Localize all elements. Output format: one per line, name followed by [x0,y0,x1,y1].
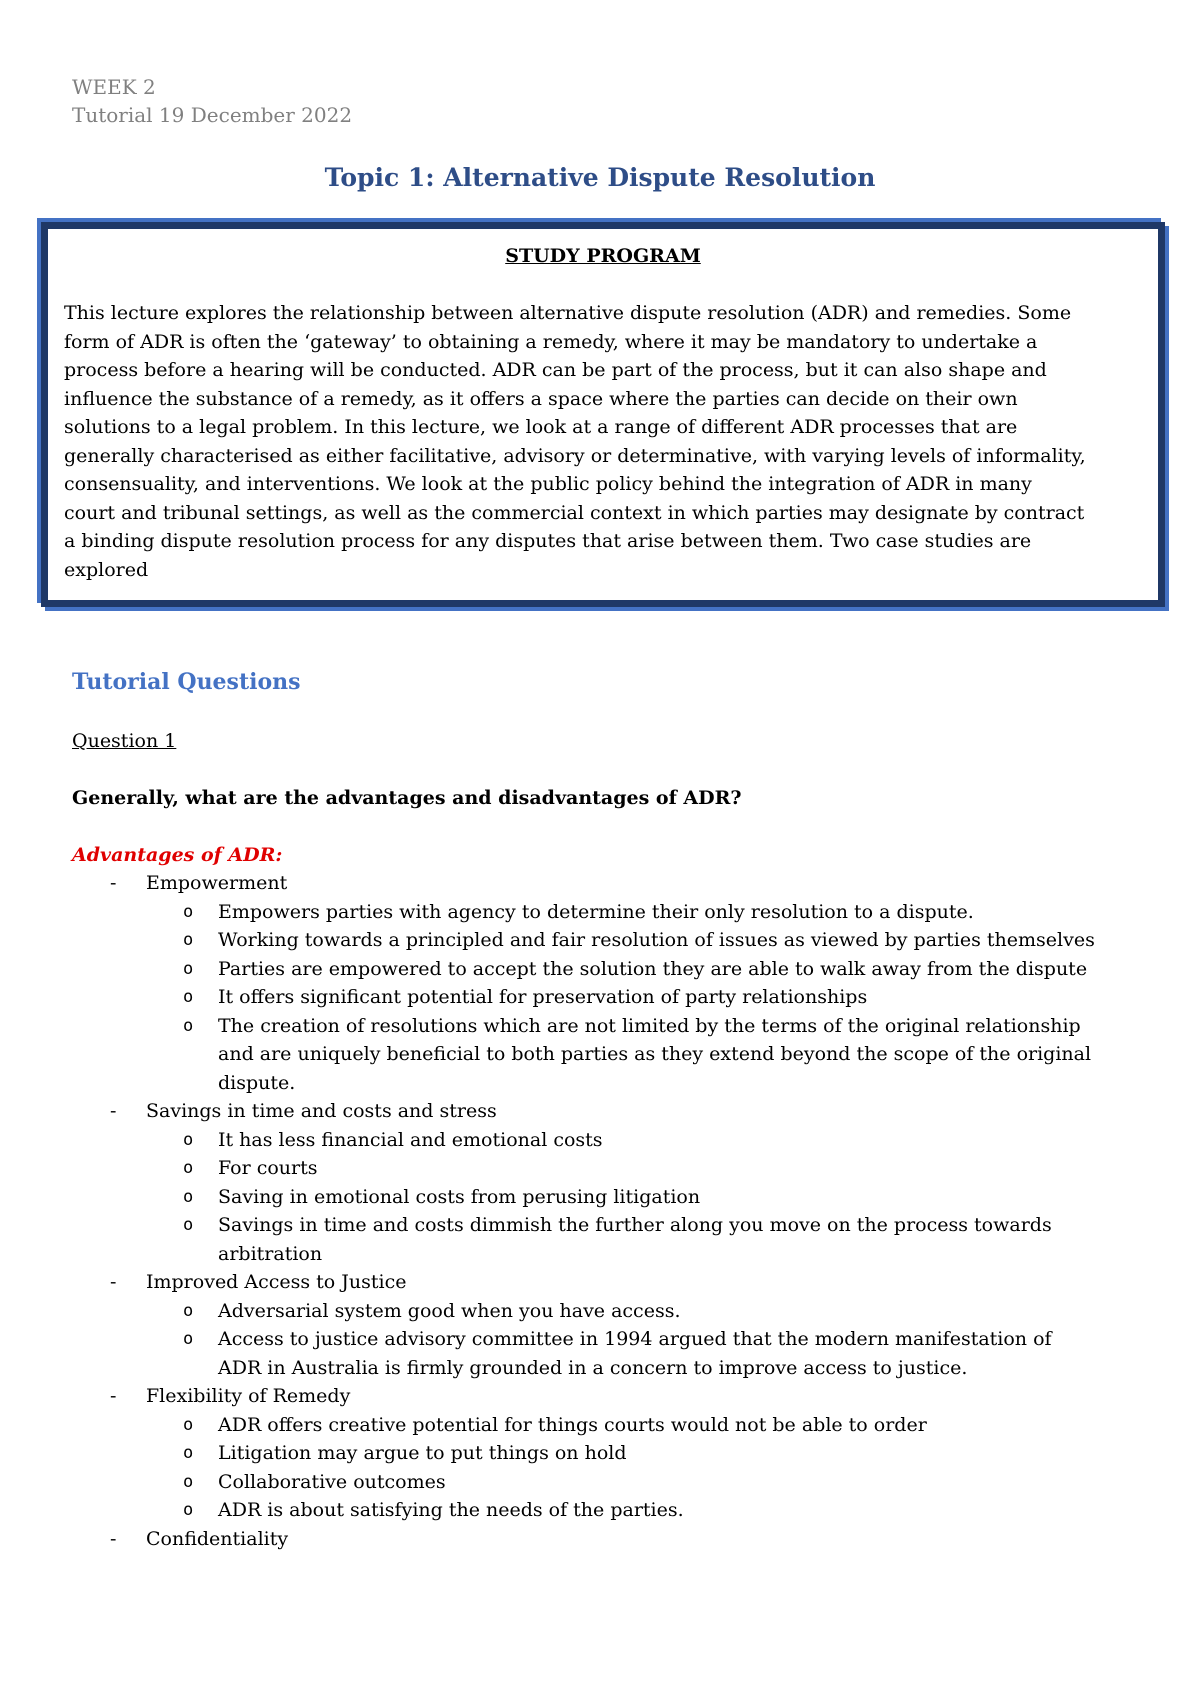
circle-bullet: o [183,958,194,979]
sub-list-item-text: Saving in emotional costs from perusing litigation [218,1185,701,1208]
sub-list-item-text: Litigation may argue to put things on hold [218,1442,627,1464]
sub-list-item [0,1439,1098,1468]
circle-bullet: o [183,930,194,950]
circle-bullet: o [183,1129,194,1150]
study-line: a binding dispute resolution process for any disputes that arise between them. Two case studies are [64,530,1032,552]
sub-list-item [0,1154,1098,1183]
circle-bullet: o [183,1186,194,1207]
dash-bullet: - [110,1100,117,1122]
study-line: This lecture explores the relationship between alternative dispute resolution (ADR) and remedies. Some [64,302,1072,324]
circle-bullet: o [183,1215,194,1235]
sub-list-item-text: Collaborative outcomes [218,1470,446,1493]
sub-list-item-text: Access to justice advisory committee in 1994 argued that the modern manifestation of ADR in Australia is firmly grounded in a concern to improve access to justice. [218,1328,1052,1379]
circle-bullet: o [183,1414,194,1435]
dash-bullet: - [110,872,117,894]
circle-bullet: o [183,1329,194,1349]
circle-bullet: o [183,1471,194,1492]
sub-list-item-text: Parties are empowered to accept the solution they are able to walk away from the dispute [218,957,1088,980]
sub-list-item [0,926,1098,955]
sub-list-item [0,1012,1098,1098]
advantages-list [0,869,1200,1553]
sub-list-item [0,1297,1098,1326]
list-item [0,1268,1200,1297]
study-line: form of ADR is often the ‘gateway’ to obtaining a remedy, where it may be mandatory to undertake a [64,330,1038,353]
list-item [0,1097,1200,1126]
dash-bullet: - [110,1271,117,1293]
tutorial-questions-heading: Tutorial Questions [72,669,301,695]
sub-list-item-text: Empowers parties with agency to determine their only resolution to a dispute. [218,900,974,923]
list-item [0,1382,1200,1411]
sub-list-item [0,983,1098,1012]
study-line: solutions to a legal problem. In this lecture, we look at a range of different ADR processes that are [64,416,1018,438]
study-program-title: STUDY PROGRAM [505,245,701,267]
sub-list-item-text: Savings in time and costs dimmish the further along you move on the process towards arbitration [218,1214,1052,1265]
sub-list-item-text: Working towards a principled and fair resolution of issues as viewed by parties themselves [218,929,1095,951]
study-line: process before a hearing will be conducted. ADR can be part of the process, but it can also shape and [64,359,1047,381]
circle-bullet: o [183,987,194,1007]
sub-list-item [0,1411,1098,1440]
sub-list-item-text: Adversarial system good when you have access. [218,1299,681,1322]
study-program-body [64,299,1174,584]
sub-list-item [0,898,1098,927]
list-item [0,1525,1200,1554]
tutorial-date: Tutorial 19 December 2022 [72,103,353,127]
sub-list-item [0,1211,1098,1268]
circle-bullet: o [183,1158,194,1178]
dash-bullet: - [110,1527,117,1550]
circle-bullet: o [183,1300,194,1321]
list-item-label: Savings in time and costs and stress [146,1100,497,1122]
list-item-label: Empowerment [146,872,288,894]
study-line: court and tribunal settings, as well as the commercial context in which parties may designate by contract [64,501,1085,524]
topic-title: Topic 1: Alternative Dispute Resolution [324,163,876,192]
sub-list-item-text: The creation of resolutions which are not limited by the terms of the original relationship and are uniquely beneficial to both parties as they extend beyond the scope of the original dispute. [218,1014,1092,1094]
study-program-box [41,222,1165,607]
study-line: consensuality, and interventions. We look at the public policy behind the integration of ADR in many [64,473,1032,495]
circle-bullet: o [183,1500,194,1520]
list-item [0,869,1200,898]
sub-list-item [0,1468,1098,1497]
sub-list-item-text: It offers significant potential for preservation of party relationships [218,986,868,1008]
week-label: WEEK 2 [72,75,156,99]
sub-list-item-text: For courts [218,1157,318,1179]
circle-bullet: o [183,901,194,922]
list-item-label: Confidentiality [146,1527,289,1550]
sub-list-item [0,955,1098,984]
list-item-label: Flexibility of Remedy [146,1385,351,1407]
question-1-text: Generally, what are the advantages and disadvantages of ADR? [72,787,742,809]
sub-list-item-text: ADR is about satisfying the needs of the parties. [218,1499,684,1521]
study-line: influence the substance of a remedy, as it offers a space where the parties can decide on their own [64,387,1018,410]
study-line: explored [64,558,149,581]
advantages-heading: Advantages of ADR: [72,844,283,866]
sub-list-item [0,1325,1098,1382]
study-line: generally characterised as either facilitative, advisory or determinative, with varying levels of informality, [64,444,1086,467]
question-1-label: Question 1 [72,730,177,752]
sub-list-item [0,1126,1098,1155]
sub-list-item-text: It has less financial and emotional costs [218,1128,603,1151]
list-item-label: Improved Access to Justice [146,1271,407,1293]
sub-list-item [0,1183,1098,1212]
dash-bullet: - [110,1385,117,1407]
circle-bullet: o [183,1443,194,1463]
sub-list-item [0,1496,1098,1525]
circle-bullet: o [183,1015,194,1036]
sub-list-item-text: ADR offers creative potential for things courts would not be able to order [218,1413,927,1436]
